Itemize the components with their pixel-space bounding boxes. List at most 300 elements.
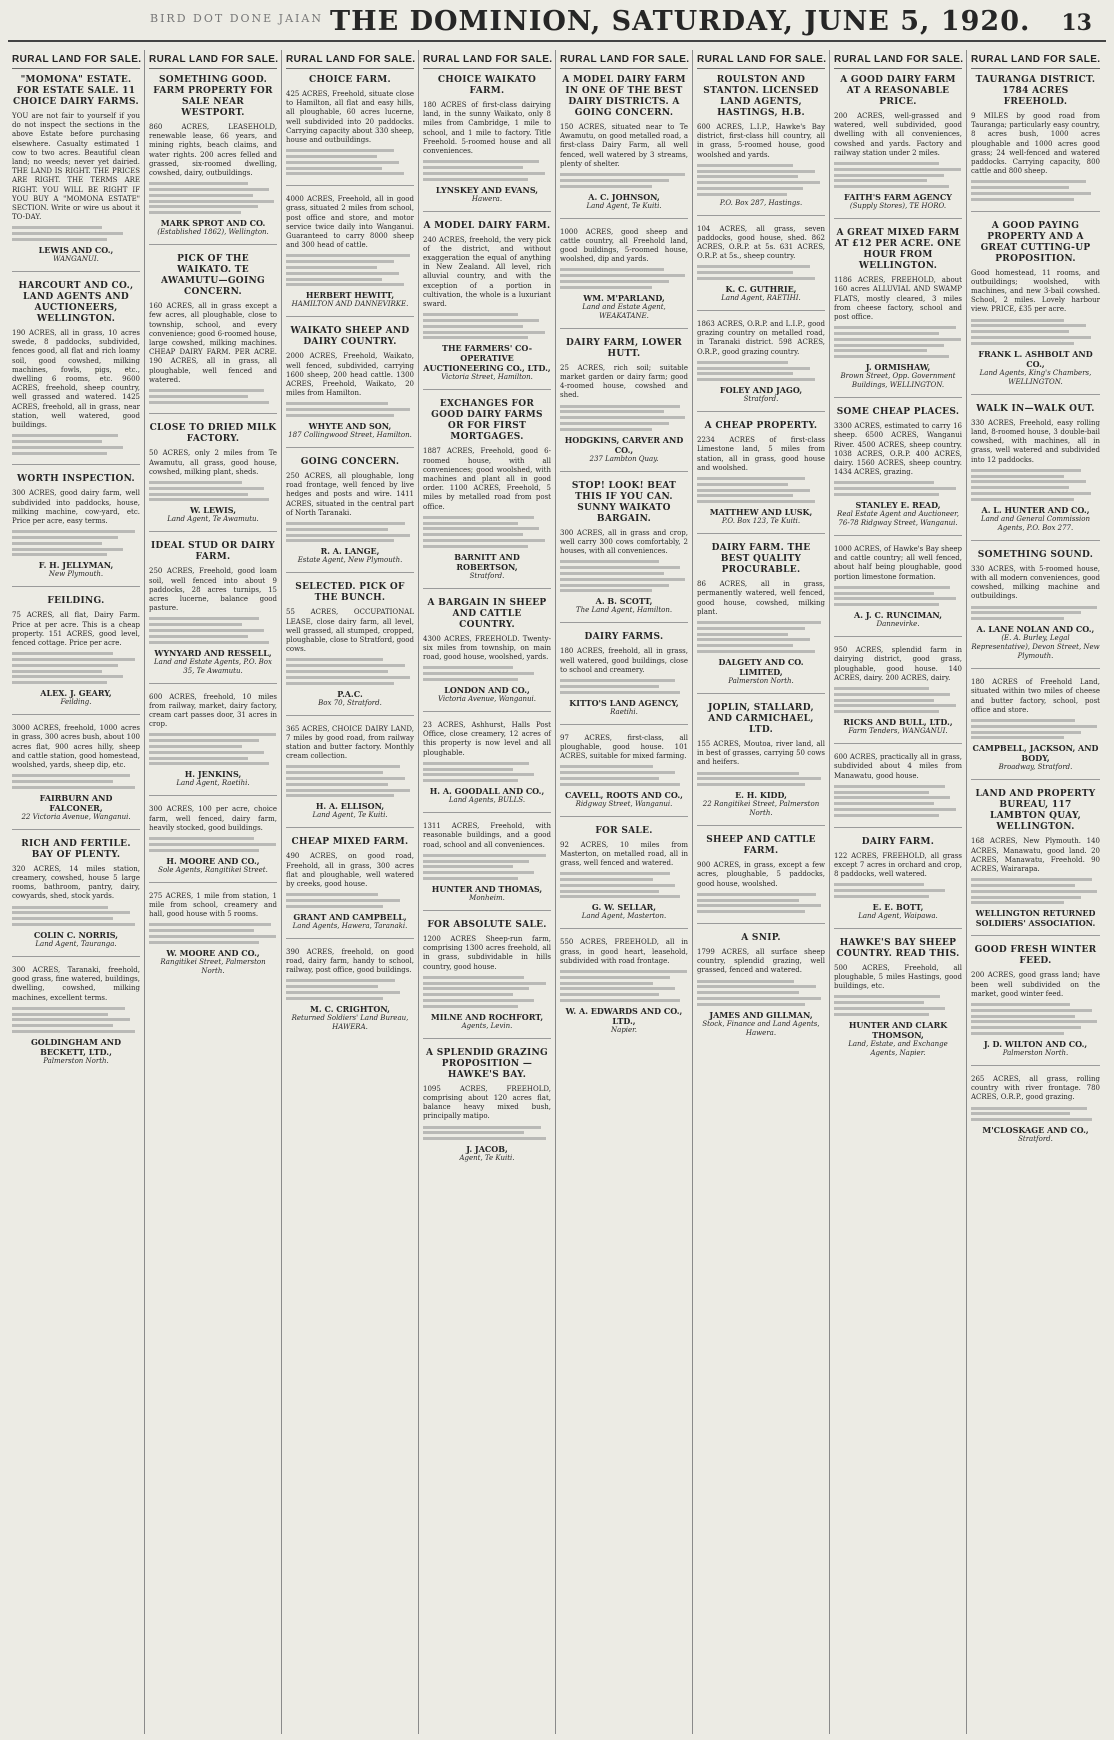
print-line [149,211,241,214]
ad-body: 500 ACRES, Freehold, all ploughable, 5 miles Hastings, good buildings, etc. [834,963,962,991]
print-line [423,773,534,776]
print-line [697,621,821,624]
ad-agent: STANLEY E. READ, [855,500,941,511]
ad-fine-print [12,652,140,684]
ad-title: HARCOURT AND CO., LAND AGENTS AND AUCTIONEERS, WELLINGTON. [18,281,134,325]
ad-agent: ALEX. J. GEARY, [40,688,112,699]
print-line [697,372,793,375]
print-line [697,489,810,492]
ad-title: A GREAT MIXED FARM AT £12 PER ACRE. ONE HOUR FROM WELLINGTON. [834,228,962,272]
print-line [12,681,107,684]
ad-fine-print [697,477,825,503]
print-line [971,901,1064,904]
ad-body: 4000 ACRES, Freehold, all in good grass, situated 2 miles from school, post office and store, and motor service twice daily into Wanganui. Guaranteed to carry 8000 sheep and 300 head of cattle. [286,195,414,250]
print-line [560,405,680,408]
ad-body: 1000 ACRES, good sheep and cattle country, all Freehold land, good buildings, 5-roomed house, woolshed, dip and yards. [560,227,688,264]
ad-title: DAIRY FARM. THE BEST QUALITY PROCURABLE. [711,543,811,576]
classified-ad [697,225,825,311]
print-line [286,278,382,281]
print-line [560,572,664,575]
print-line [423,779,518,782]
ad-body: 1799 ACRES, all surface sheep country, splendid grazing, well grassed, fenced and watered. [697,948,825,975]
ad-address: Land Agent, Te Kuiti. [312,811,388,820]
ad-fine-print [971,1107,1100,1122]
print-line [423,860,529,863]
ad-title: CLOSE TO DRIED MILK FACTORY. [149,423,277,445]
print-line [286,789,410,792]
ad-fine-print [423,666,551,681]
ad-fine-print [971,606,1100,621]
print-line [149,739,259,742]
ad-title: CHOICE FARM. [309,75,391,85]
ad-body: 1311 ACRES, Freehold, with reasonable buildings, and a good road, school and all conveniences. [423,822,551,849]
ad-title: SELECTED. PICK OF THE BUNCH. [295,582,405,604]
print-line [149,935,276,938]
print-line [834,326,956,329]
ad-fine-print [286,402,414,417]
classified-ad [286,75,414,186]
ad-fine-print [149,617,277,643]
ad-body: 25 ACRES, rich soil; suitable market garden or dairy farm; good 4-roomed house, cowshed and shed. [560,363,688,400]
ad-agent: CAMPBELL, JACKSON, AND BODY, [972,743,1099,764]
ad-address: Feilding. [60,698,92,707]
print-line [971,319,1064,322]
ad-address: Stratford. [1018,1135,1053,1144]
ad-address: Land and Estate Agent, WEAKATANE. [582,302,666,320]
ad-fine-print [423,762,551,782]
print-line [149,481,242,484]
print-line [560,185,652,188]
ad-address: Land Agent, Tauranga. [35,940,117,949]
print-line [560,584,669,587]
ad-body: 1095 ACRES, FREEHOLD, comprising about 120 acres flat, balance heavy mixed bush, principally matipo. [423,1084,551,1121]
ad-agent: FAITH'S FARM AGENCY [844,192,952,203]
ad-agent: A. C. JOHNSON, [588,191,660,202]
print-line [423,877,518,880]
print-line [834,699,934,702]
print-line [149,194,253,197]
print-line [697,997,821,1000]
ad-agent: HODGKINS, CARVER AND CO., [564,434,684,455]
ad-address: Palmerston North. [43,1057,109,1066]
classified-ad [560,826,688,930]
print-line [971,186,1069,189]
ad-body: 150 ACRES, situated near to Te Awamutu, on good metalled road, a first-class Dairy Farm, all well fenced, well watered by 3 streams, plenty of shelter. [560,123,688,168]
ad-agent: E. E. BOTT, [872,901,924,912]
print-line [697,181,820,184]
print-line [560,999,680,1002]
print-line [12,542,102,545]
ad-fine-print [423,160,551,180]
print-line [834,481,934,484]
print-line [834,179,927,182]
ad-address: Real Estate Agent and Auctioneer, 76-78 Ridgway Street, Wanganui. [837,510,959,528]
print-line [697,650,815,653]
print-line [697,644,793,647]
print-line [560,895,680,898]
ad-address: Estate Agent, New Plymouth. [297,556,403,565]
classified-ad [12,596,140,715]
ad-body: 250 ACRES, Freehold, good loam soil, well fenced into about 9 paddocks, 28 acres turnips, 15 acres lucerne, balance good pasture. [149,567,277,613]
ad-fine-print [149,481,277,501]
ad-title: A SNIP. [741,933,781,943]
print-line [12,434,118,437]
ad-address: Land Agents, BULLS. [448,796,526,805]
ad-body: 2000 ACRES, Freehold, Waikato, well fenced, subdivided, carrying 1600 sheep, 200 head cattle. 1300 ACRES, Freehold, Waikato, 20 miles from Hamilton. [286,352,414,398]
print-line [560,422,669,425]
print-line [423,539,545,542]
ad-title: WAIKATO SHEEP AND DAIRY COUNTRY. [290,326,410,348]
ad-fine-print [423,854,551,880]
print-line [697,991,799,994]
print-line [12,536,118,539]
classified-ad [834,938,962,1065]
classified-ad [286,582,414,715]
ad-address: Land Agent, Raetihi. [176,779,250,788]
ad-address: Rangitikei Street, Palmerston North. [160,957,266,975]
ad-fine-print [560,268,688,288]
print-line [12,452,107,455]
ad-body: 168 ACRES, New Plymouth. 140 ACRES, Manawatu, good land. 20 ACRES, Manawatu, Freehold. 90 ACRES, Wairarapa. [971,837,1100,874]
print-line [834,1013,929,1016]
ad-agent: E. H. KIDD, [735,790,787,801]
print-line [971,725,1097,728]
ad-body: 425 ACRES, Freehold, situate close to Hamilton, all flat and easy hills, all ploughable, 60 acres lucerne, well subdivided into 20 paddocks. Carrying capacity about 330 sheep, house and outbuildings. [286,90,414,145]
ad-agent: W. A. EDWARDS AND CO., LTD., [565,1006,683,1026]
ad-fine-print [286,893,414,908]
classified-ad [834,646,962,744]
print-line [697,904,821,907]
print-line [971,486,1069,489]
ad-body: 50 ACRES, only 2 miles from Te Awamutu, all grass, good house, cowshed, milking plant, sheds. [149,449,277,476]
classified-ad [423,822,551,911]
ad-body: 900 ACRES, in grass, except a few acres, ploughable, 5 paddocks, good house, woolshed. [697,861,825,888]
ad-agent: K. C. GUTHRIE, [725,284,797,294]
ad-address: Ridgway Street, Wanganui. [575,799,673,808]
ad-agent: J. JACOB, [466,1144,508,1155]
ad-body: 550 ACRES, FREEHOLD, all in grass, in good heart, leasehold, subdivided with road frontage. [560,938,688,965]
ad-fine-print [286,522,414,542]
ad-body: 75 ACRES, all flat, Dairy Farm. Price at per acre. This is a cheap property. 151 ACRES, good level, fenced cottage. Price per acre. [12,611,140,648]
print-line [697,378,815,381]
classified-ad [971,550,1100,669]
classified-ad [149,541,277,683]
ad-agent: J. ORMISHAW, [865,362,931,373]
print-line [560,765,653,768]
column-5 [556,50,693,1734]
print-line [149,923,271,926]
classified-ad [834,407,962,536]
ad-title: "MOMONA" ESTATE. FOR ESTATE SALE. 11 CHOICE DAIRY FARMS. [13,75,139,107]
ad-address: Land and Estate Agents, P.O. Box 35, Te Awamutu. [154,657,272,675]
ad-agent: HUNTER AND CLARK THOMSON, [848,1019,948,1040]
print-line [834,995,940,998]
print-line [286,260,394,263]
print-line [560,691,680,694]
ad-agent: MARK SPROT AND CO. [160,218,266,229]
ad-body: 3000 ACRES, freehold, 1000 acres in grass, 300 acres bush, about 100 acres flat, 900 acres hilly, sheep and cattle station, good homestead, woolshed, yards, sheep dip, etc. [12,724,140,770]
column-heading: RURAL LAND FOR SALE. [560,50,688,69]
ad-address: Agent, Te Kuiti. [459,1154,515,1163]
print-line [12,238,107,241]
ad-address: Hawera. [471,194,503,203]
print-line [834,808,956,811]
print-line [423,993,513,996]
ad-body: 300 ACRES, all in grass and crop, well carry 300 cows comfortably, 2 houses, with all conveniences. [560,528,688,556]
ad-agent: A. B. SCOTT, [595,596,653,607]
ad-agent: WHYTE AND SON, [308,421,392,432]
ad-title: FEILDING. [47,596,105,607]
classified-ad [423,399,551,588]
ad-title: CHEAP MIXED FARM. [291,837,409,848]
ad-fine-print [697,265,825,280]
print-line [971,611,1081,614]
ad-fine-print [149,733,277,765]
print-line [834,603,939,606]
ad-body: 55 ACRES, OCCUPATIONAL LEASE, close dairy farm, all level, well grassed, all stumped, cropped, ploughable, close to Stratford, good cows. [286,608,414,654]
ad-agent: WYNYARD AND RESSELL, [154,647,272,658]
column-1 [8,50,145,1734]
print-line [834,710,939,713]
column-4 [419,50,556,1734]
print-line [560,872,670,875]
ad-address: P.O. Box 123, Te Kuiti. [721,517,801,526]
print-line [834,349,927,352]
print-line [697,187,803,190]
ad-fine-print [560,872,688,898]
ad-body: 320 ACRES, 14 miles station, creamery, cowshed, house 5 large rooms, bathroom, pantry, dairy, cowyards, shed, stock yards. [12,864,140,901]
print-line [971,198,1074,201]
ad-title: DAIRY FARMS. [584,632,664,643]
ad-address: Raetihi. [610,707,638,716]
print-line [834,693,950,696]
ad-address: Agents, Levin. [461,1021,513,1030]
ad-address: WANGANUI. [53,255,99,264]
print-line [560,410,664,413]
ad-address: Brown Street, Opp. Government Buildings, WELLINGTON. [840,372,956,390]
print-line [971,1015,1075,1018]
column-heading: RURAL LAND FOR SALE. [12,50,140,69]
print-line [834,889,945,892]
print-line [149,487,264,490]
print-line [697,777,821,780]
print-line [834,687,929,690]
classified-ad [971,75,1100,212]
ad-body: 200 ACRES, well-grassed and watered, well subdivided, good dwelling with all conveniences, cowshed and yards. Factory and railway station under 2 miles. [834,112,962,157]
print-line [697,361,788,364]
ad-title: SOME CHEAP PLACES. [836,407,960,418]
ad-body: 160 ACRES, all in grass except a few acres, all ploughable, close to township, school, and every convenience; good 6-roomed house, large cowshed, milking machines. CHEAP DAIRY FARM. PER ACRE. 190 ACRES, all in grass, all ploughable, well fenced and watered. [149,302,277,384]
classified-ad [149,254,277,414]
classified-ad [560,938,688,1042]
ad-agent: M'CLOSKAGE AND CO., [982,1125,1089,1136]
print-line [286,676,410,679]
print-line [697,893,816,896]
ad-address: Palmerston North. [1002,1049,1069,1058]
print-line [834,162,939,165]
print-line [12,1024,113,1027]
classified-ad [560,338,688,472]
ad-fine-print [12,530,140,556]
ad-fine-print [12,774,140,789]
ad-fine-print [971,878,1100,904]
print-line [560,286,652,289]
ad-address: Land Agents, King's Chambers, WELLINGTON. [979,368,1092,386]
print-line [834,1007,945,1010]
classified-ad [834,545,962,637]
print-line [12,652,113,655]
print-line [423,313,518,316]
print-line [286,266,377,269]
ad-fine-print [423,516,551,548]
ad-agent: MATTHEW AND LUSK, [709,507,813,518]
ad-title: TAURANGA DISTRICT. 1784 ACRES FREEHOLD. [975,75,1096,107]
print-line [286,664,405,667]
print-line [697,483,788,486]
ad-body: 122 ACRES, FREEHOLD, all grass except 7 acres in orchard and crop, 8 paddocks, well watered. [834,851,962,879]
print-line [560,884,675,887]
print-line [834,592,934,595]
print-line [149,401,269,404]
classified-ad [286,948,414,1039]
print-line [286,161,399,164]
ad-address: 22 Victoria Avenue, Wanganui. [21,812,131,821]
print-line [560,685,659,688]
ad-agent: LYNSKEY AND EVANS, [435,184,539,195]
print-line [286,167,382,170]
ad-agent: LEWIS AND CO., [38,245,114,256]
print-line [834,355,949,358]
ad-title: A GOOD DAIRY FARM AT A REASONABLE PRICE. [840,75,956,107]
print-line [834,332,939,335]
ad-body: 180 ACRES, freehold, all in grass, well watered, good buildings, close to school and creamery. [560,647,688,674]
ad-fine-print [971,180,1100,200]
ad-fine-print [834,883,962,898]
print-line [971,492,1091,495]
print-line [697,985,816,988]
ad-fine-print [834,687,962,713]
ad-title: SOMETHING GOOD. FARM PROPERTY FOR SALE NEAR WESTPORT. [153,75,273,118]
ad-body: 600 ACRES, L.I.P., Hawke's Bay district, first-class hill country, all in grass, 5-roomed house, good woolshed and yards. [697,123,825,159]
ad-body: 390 ACRES, freehold, on good road, dairy farm, handy to school, railway, post office, good buildings. [286,947,414,975]
ad-address: Box 70, Stratford. [318,698,382,707]
classified-ad [12,75,140,272]
ad-body: 155 ACRES, Moutoa, river land, all in best of grasses, carrying 50 cows and heifers. [697,740,825,767]
print-line [560,970,687,973]
ad-fine-print [697,621,825,653]
classified-ad [697,421,825,534]
ad-agent: A. L. HUNTER AND CO., [981,504,1090,515]
print-line [423,999,534,1002]
print-line [560,890,659,893]
classified-ad [560,481,688,624]
ad-title: FOR ABSOLUTE SALE. [427,920,547,931]
print-line [697,164,793,167]
ad-title: A SPLENDID GRAZING PROPOSITION — HAWKE'S BAY. [426,1047,548,1080]
print-line [423,768,513,771]
ad-fine-print [560,405,688,431]
print-line [286,893,378,896]
print-line [149,389,264,392]
ad-agent: MILNE AND ROCHFORT, [430,1011,544,1022]
ad-title: SHEEP AND CATTLE FARM. [706,835,816,857]
ad-title: A MODEL DAIRY FARM IN ONE OF THE BEST DAIRY DISTRICTS. A GOING CONCERN. [562,75,686,118]
column-heading: RURAL LAND FOR SALE. [971,50,1100,69]
print-line [423,160,539,163]
classified-ad [834,837,962,929]
ad-body: 1000 ACRES, of Hawke's Bay sheep and cattle country; all well fenced, about half being ploughable, good portion limestone formation. [834,545,962,581]
ad-body: 2234 ACRES of first-class Limestone land, 5 miles from station, all in grass, good house and woolshed. [697,436,825,472]
ad-title: DAIRY FARM. [861,836,935,847]
classified-ad [971,404,1100,541]
print-line [423,325,523,328]
classified-ad [286,195,414,317]
ad-title: WALK IN—WALK OUT. [976,403,1095,414]
print-line [423,545,528,548]
ad-address: 237 Lambton Quay. [589,454,659,463]
column-2 [145,50,282,1734]
ad-fine-print [149,389,277,404]
ad-body: 1200 ACRES Sheep-run farm, comprising 1300 acres freehold, all in grass, subdividable in hills country, good house. [423,935,551,971]
ad-address: Returned Soldiers' Land Bureau, HAWERA. [291,1013,409,1031]
classified-ad [971,221,1100,395]
ad-agent: A. LANE NOLAN AND CO., [976,624,1095,635]
print-line [149,200,274,203]
print-line [12,1030,135,1033]
print-line [834,344,944,347]
print-line [560,416,685,419]
print-line [12,774,130,777]
classified-ad [286,725,414,829]
print-line [149,629,264,632]
print-line [423,172,545,175]
print-line [12,780,113,783]
ad-fine-print [560,765,688,785]
classified-ad [697,933,825,1045]
ad-address: Victoria Street, Hamilton. [441,373,533,382]
print-line [834,704,956,707]
print-line [149,395,248,398]
ad-fine-print [834,481,962,496]
print-line [286,283,404,286]
ad-body: 600 ACRES, freehold, 10 miles from railway, market, dairy factory, cream cart passes door, 31 acres in crop. [149,692,277,729]
print-line [697,980,794,983]
print-line [423,516,534,519]
print-line [286,149,394,152]
print-line [971,330,1069,333]
print-line [149,205,258,208]
ad-title: FOR SALE. [595,825,653,836]
ad-fine-print [149,182,277,214]
ad-agent: KITTO'S LAND AGENCY, [569,697,679,708]
ad-address: Sole Agents, Rangitikei Street. [158,865,268,874]
ad-fine-print [834,785,962,817]
print-line [149,617,259,620]
ad-address: Monheim. [469,894,505,903]
print-line [971,890,1097,893]
ad-fine-print [560,173,688,188]
ad-body: 265 ACRES, all grass, rolling country with river frontage. 780 ACRES, O.R.P., good grazing. [971,1075,1100,1102]
print-line [560,428,652,431]
print-line [697,170,815,173]
ad-body: 490 ACRES, on good road, Freehold, all in grass, 300 acres flat and ploughable, well watered by creeks, good house. [286,852,414,889]
print-line [697,367,810,370]
print-line [423,982,546,985]
ad-title: A GOOD PAYING PROPERTY AND A GREAT CUTTING-UP PROPOSITION. [980,220,1091,264]
print-line [971,731,1081,734]
print-line [971,180,1086,183]
ad-agent: H. JENKINS, [184,769,242,780]
